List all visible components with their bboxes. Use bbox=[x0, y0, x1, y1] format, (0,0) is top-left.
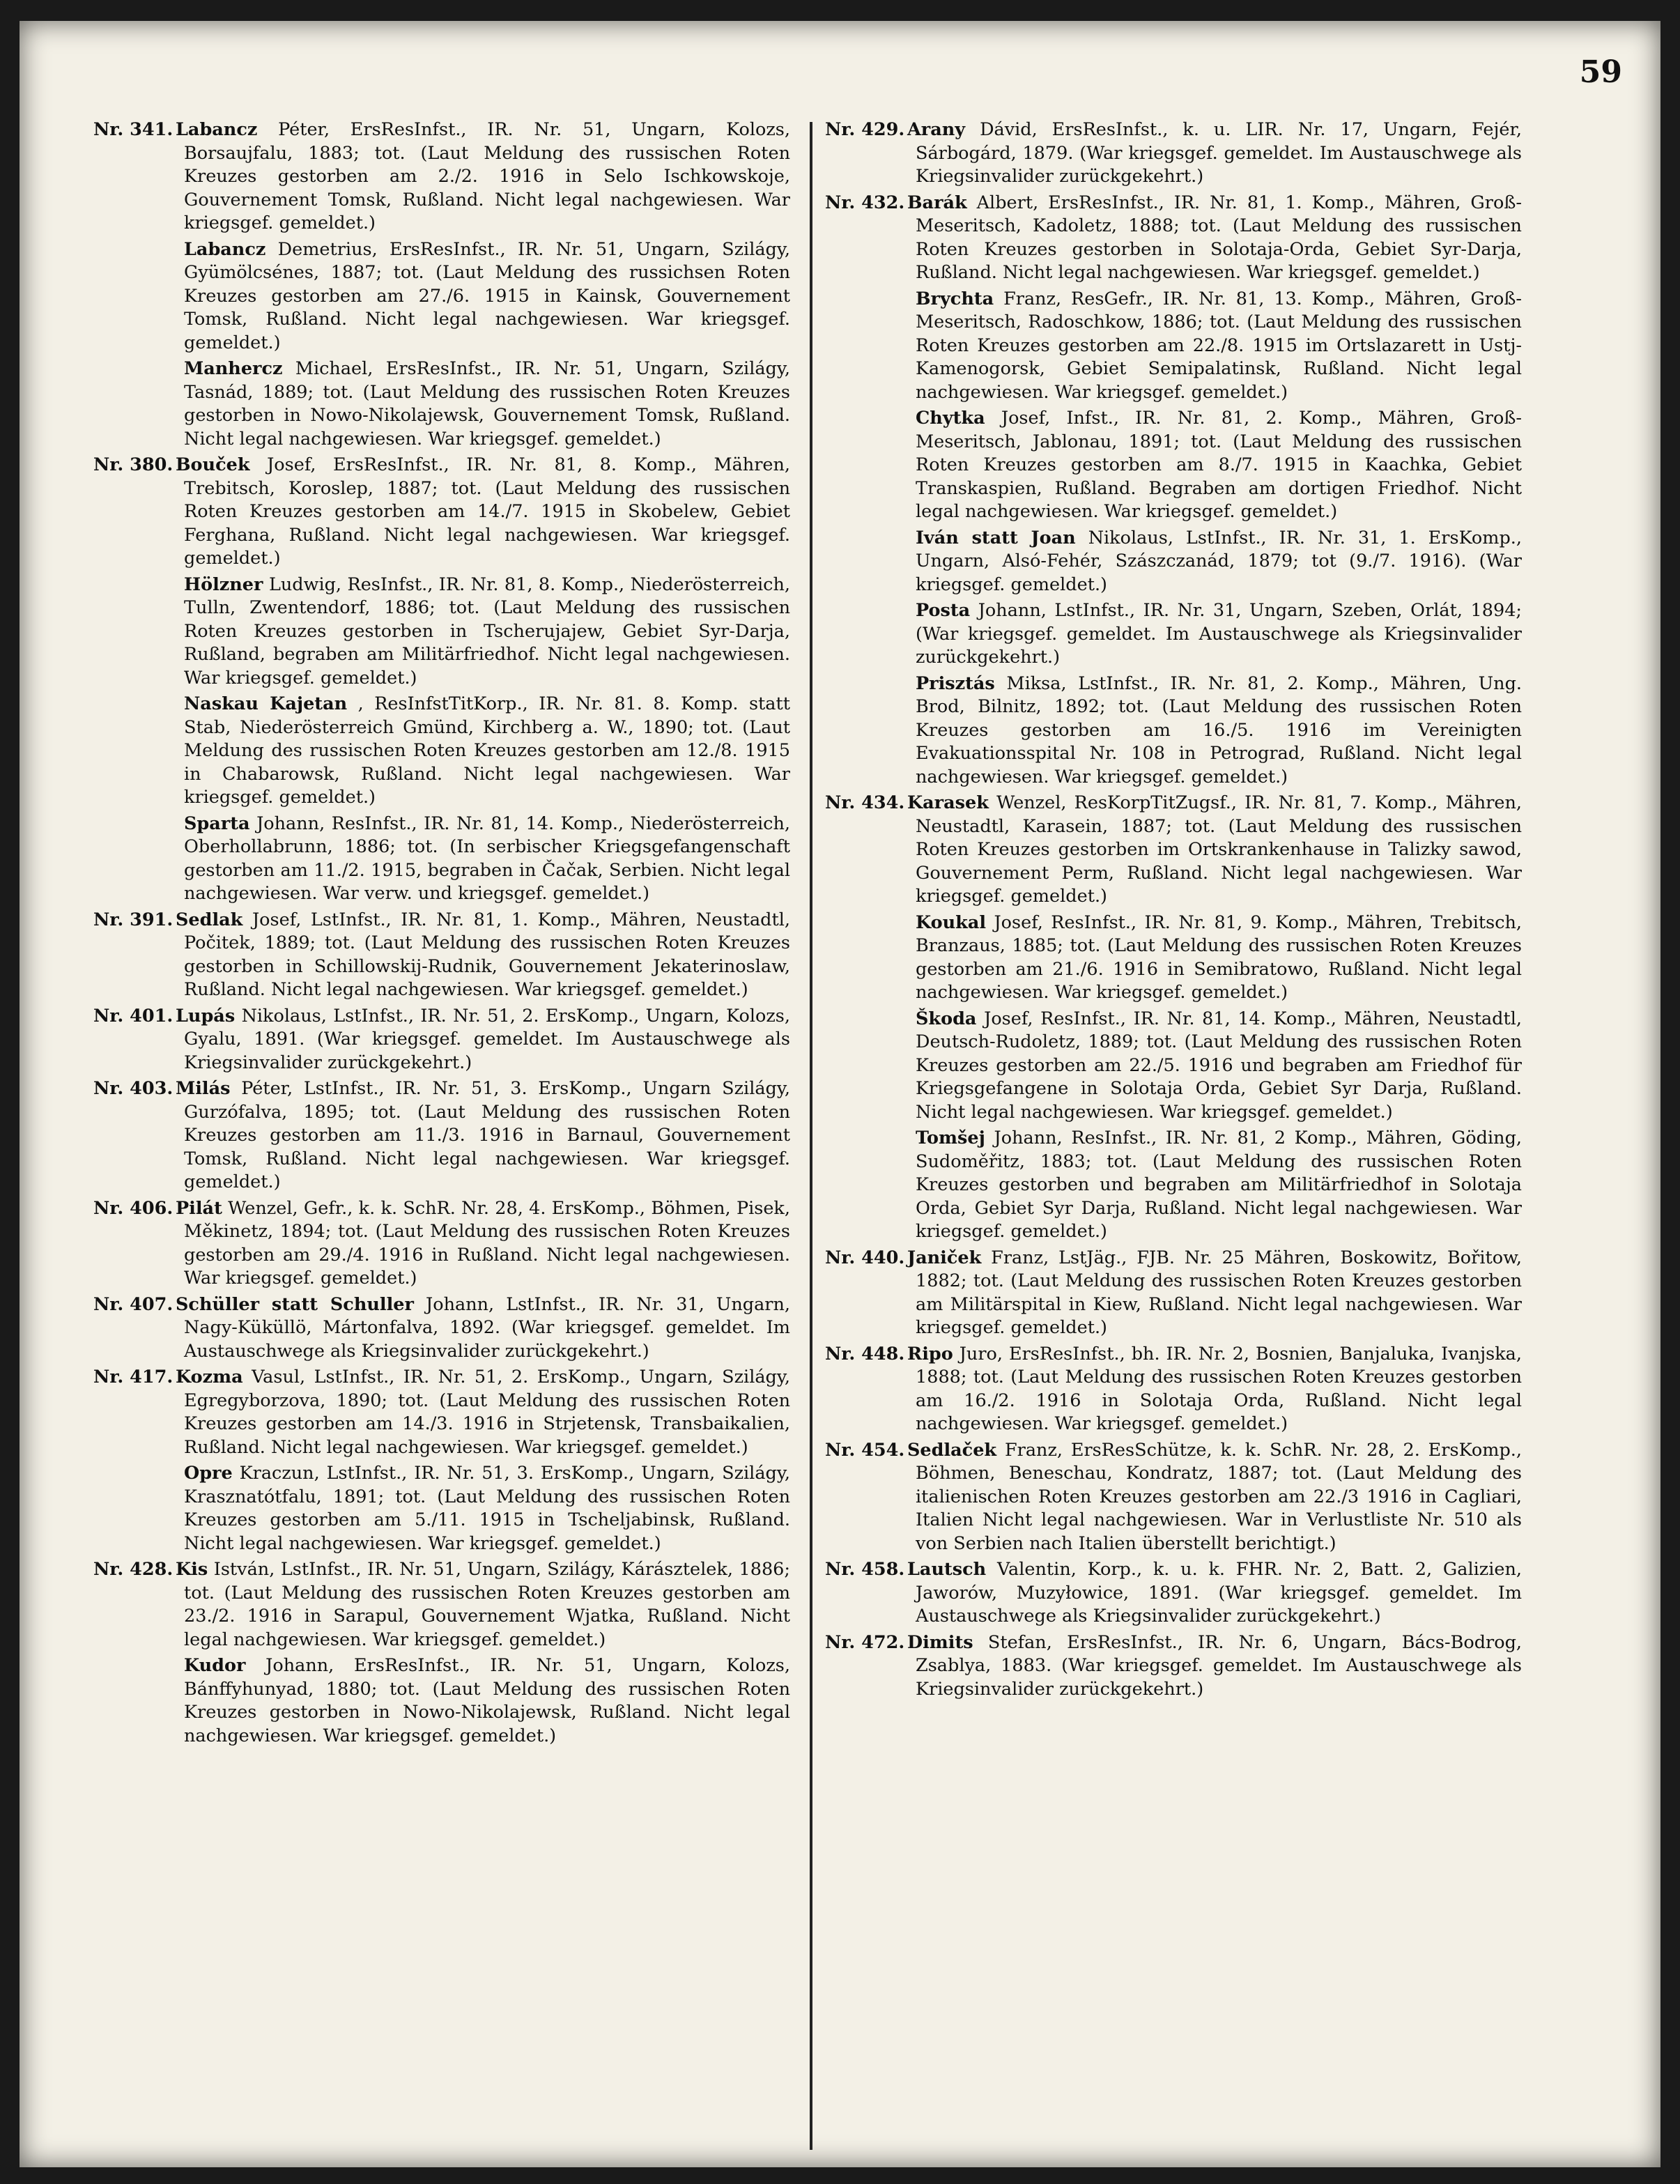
entry-text: Wenzel, ResKorpTitZugsf., IR. Nr. 81, 7. Komp., Mähren, Neustadtl, Karasein, 1887; tot. (Laut Meldung des russischen Roten Kreuzes gestorben im Ortskrankenhause in Talizky sawod, Gouvernement Perm, Rußland. Nicht legal nachgewiesen. War kriegsgef. gemeldet.) bbox=[916, 792, 1523, 907]
list-entry bbox=[825, 1558, 1522, 1629]
entry-number: Nr. 401. bbox=[93, 1005, 174, 1026]
entry-name: Škoda bbox=[916, 1008, 977, 1029]
entry-name: Sedlaček bbox=[907, 1439, 997, 1461]
entry-number: Nr. 434. bbox=[825, 792, 905, 813]
entry-text: Johann, ResInfst., IR. Nr. 81, 2 Komp., Mähren, Göding, Sudoměřitz, 1883; tot. (Laut Meldung des russischen Roten Kreuzes gestorben und begraben am Militärfriedhof in Solotaja Orda, Gebiet Syr Darja, Rußland. Nicht legal nachgewiesen. War kriegsgef. gemeldet.) bbox=[916, 1128, 1522, 1242]
list-entry bbox=[93, 1077, 790, 1194]
list-entry bbox=[825, 118, 1522, 189]
entry-text: Stefan, ErsResInfst., IR. Nr. 6, Ungarn, Bács-Bodrog, Zsablya, 1883. (War kriegsgef. gemeldet. Im Austauschwege als Kriegsinvalider zurückgekehrt.) bbox=[916, 1631, 1523, 1700]
entry-name: Posta bbox=[916, 600, 971, 621]
entry-text: Josef, ResInfst., IR. Nr. 81, 9. Komp., Mähren, Trebitsch, Branzaus, 1885; tot. (Laut Meldung des russischen Roten Kreuzes gestorben am 21./6. 1916 in Semibratowo, Rußland. Nicht legal nachgewiesen. War kriegsgef. gemeldet.) bbox=[916, 912, 1522, 1003]
list-entry bbox=[825, 1127, 1522, 1244]
list-entry bbox=[93, 118, 790, 236]
list-entry bbox=[93, 1197, 790, 1291]
entry-name: Milás bbox=[176, 1078, 231, 1099]
entry-name: Dimits bbox=[907, 1631, 973, 1653]
entry-name: Arany bbox=[907, 119, 966, 140]
entry-text: István, LstInfst., IR. Nr. 51, Ungarn, Szilágy, Kárásztelek, 1886; tot. (Laut Meldung des russischen Roten Kreuzes gestorben am 23./2. 1916 in Sarapul, Gouvernement Wjatka, Rußland. Nicht legal nachgewiesen. War kriegsgef. gemeldet.) bbox=[184, 1559, 790, 1650]
list-entry bbox=[825, 527, 1522, 597]
left-column bbox=[93, 118, 790, 1751]
entry-text: Johann, LstInfst., IR. Nr. 31, Ungarn, Nagy-Küküllö, Mártonfalva, 1892. (War kriegsgef. gemeldet. Im Austauschwege als Kriegsinvalider zurückgekehrt.) bbox=[184, 1293, 790, 1362]
entry-text: Johann, ErsResInfst., IR. Nr. 51, Ungarn, Kolozs, Bánffyhunyad, 1880; tot. (Laut Meldung des russischen Roten Kreuzes gestorben in Nowo-Nikolajewsk, Rußland. Nicht legal nachgewiesen. War kriegsgef. gemeldet.) bbox=[184, 1655, 790, 1746]
entry-name: Sedlak bbox=[176, 909, 243, 930]
document-page bbox=[20, 21, 1660, 2167]
list-entry bbox=[93, 1558, 790, 1652]
column-divider bbox=[810, 122, 812, 2150]
list-entry bbox=[93, 909, 790, 1002]
entry-text: Josef, LstInfst., IR. Nr. 81, 1. Komp., Mähren, Neustadtl, Počitek, 1889; tot. (Laut Meldung des russischen Roten Kreuzes gestorben in Schillowskij-Rudnik, Gouvernement Jekaterinoslaw, Rußland. Nicht legal nachgewiesen. War kriegsgef. gemeldet.) bbox=[184, 909, 790, 1000]
entry-name: Brychta bbox=[916, 288, 994, 309]
entry-number: Nr. 380. bbox=[93, 454, 174, 475]
entry-name: Koukal bbox=[916, 912, 987, 933]
entry-number: Nr. 391. bbox=[93, 909, 174, 930]
entry-name: Sparta bbox=[184, 813, 250, 834]
entry-text: Valentin, Korp., k. u. k. FHR. Nr. 2, Batt. 2, Galizien, Jaworów, Muzyłowice, 1891. (War kriegsgef. gemeldet. Im Austauschwege als Kriegsinvalider zurückgekehrt.) bbox=[916, 1559, 1522, 1627]
entry-name: Opre bbox=[184, 1463, 233, 1484]
entry-name: Lautsch bbox=[907, 1559, 987, 1580]
entry-text: Franz, ResGefr., IR. Nr. 81, 13. Komp., Mähren, Groß-Meseritsch, Radoschkow, 1886; tot. (Laut Meldung des russischen Roten Kreuzes gestorben am 22./8. 1915 im Ortslazarett in Ustj-Kamenogorsk, Gebiet Semipalatinsk, Rußland. Nicht legal nachgewiesen. War kriegsgef. gemeldet.) bbox=[916, 288, 1523, 403]
entry-number: Nr. 341. bbox=[93, 119, 174, 140]
entry-text: Miksa, LstInfst., IR. Nr. 81, 2. Komp., Mähren, Ung. Brod, Bilnitz, 1892; tot. (Laut Meldung des russischen Roten Kreuzes gestorben am 16./5. 1916 im Vereinigten Evakuationsspital Nr. 108 in Petrograd, Rußland. Nicht legal nachgewiesen. War kriegsgef. gemeldet.) bbox=[916, 672, 1523, 787]
entry-name: Barák bbox=[907, 192, 967, 213]
entry-name: Naskau Kajetan bbox=[184, 693, 348, 714]
list-entry bbox=[825, 1247, 1522, 1340]
entry-text: Johann, LstInfst., IR. Nr. 31, Ungarn, Szeben, Orlát, 1894; (War kriegsgef. gemeldet. Im Austauschwege als Kriegsinvalider zurückgekehrt.) bbox=[916, 600, 1523, 668]
entry-name: Iván statt Joan bbox=[916, 527, 1076, 548]
entry-number: Nr. 429. bbox=[825, 119, 905, 140]
entry-number: Nr. 440. bbox=[825, 1247, 905, 1268]
list-entry bbox=[93, 813, 790, 906]
entry-number: Nr. 454. bbox=[825, 1439, 905, 1461]
entry-name: Janiček bbox=[907, 1247, 982, 1268]
list-entry bbox=[825, 288, 1522, 405]
entry-number: Nr. 407. bbox=[93, 1293, 174, 1315]
entry-text: Ludwig, ResInfst., IR. Nr. 81, 8. Komp., Niederösterreich, Tulln, Zwentendorf, 1886; tot. (Laut Meldung des russischen Roten Kreuzes gestorben in Tscherujajew, Gebiet Syr-Darja, Rußland, begraben am Militärfriedhof. Nicht legal nachgewiesen. War kriegsgef. gemeldet.) bbox=[184, 574, 790, 689]
entry-name: Lupás bbox=[176, 1005, 236, 1026]
entry-name: Labancz bbox=[184, 238, 266, 260]
list-entry bbox=[93, 1005, 790, 1075]
entry-name: Schüller statt Schuller bbox=[176, 1293, 414, 1315]
entry-name: Kudor bbox=[184, 1655, 246, 1676]
list-entry bbox=[825, 912, 1522, 1005]
page-number: 59 bbox=[1579, 54, 1622, 90]
entry-name: Kis bbox=[176, 1559, 208, 1580]
list-entry bbox=[825, 1439, 1522, 1556]
entry-text: Franz, ErsResSchütze, k. k. SchR. Nr. 28, 2. ErsKomp., Böhmen, Beneschau, Kondratz, 1887; tot. (Laut Meldung des italienischen Roten Kreuzes gestorben am 22./3 1916 in Cagliari, Italien Nicht legal nachgewiesen. War in Verlustliste Nr. 510 als von Serbien nach Italien überstellt berichtigt.) bbox=[916, 1439, 1523, 1554]
entry-number: Nr. 428. bbox=[93, 1559, 174, 1580]
entry-text: Franz, LstJäg., FJB. Nr. 25 Mähren, Boskowitz, Bořitow, 1882; tot. (Laut Meldung des russischen Roten Kreuzes gestorben am Militärspital in Kiew, Rußland. Nicht legal nachgewiesen. War kriegsgef. gemeldet.) bbox=[916, 1247, 1522, 1338]
entry-text: Johann, ResInfst., IR. Nr. 81, 14. Komp., Niederösterreich, Oberhollabrunn, 1886; tot. (In serbischer Kriegsgefangenschaft gestorben am 11./2. 1915, begraben in Čačak, Serbien. Nicht legal nachgewiesen. War verw. und kriegsgef. gemeldet.) bbox=[184, 813, 790, 904]
list-entry bbox=[825, 407, 1522, 524]
entry-text: Josef, Infst., IR. Nr. 81, 2. Komp., Mähren, Groß-Meseritsch, Jablonau, 1891; tot. (Laut Meldung des russischen Roten Kreuzes gestorben am 8./7. 1915 in Kaachka, Gebiet Transkaspien, Rußland. Begraben am dortigen Friedhof. Nicht legal nachgewiesen. War kriegsgef. gemeldet.) bbox=[916, 408, 1522, 522]
entry-number: Nr. 458. bbox=[825, 1559, 905, 1580]
entry-name: Tomšej bbox=[916, 1128, 985, 1148]
list-entry bbox=[93, 238, 790, 355]
list-entry bbox=[825, 1343, 1522, 1436]
entry-text: Péter, LstInfst., IR. Nr. 51, 3. ErsKomp., Ungarn Szilágy, Gurzófalva, 1895; tot. (Laut Meldung des russischen Roten Kreuzes gestorben am 11./3. 1916 in Barnaul, Gouvernement Tomsk, Rußland. Nicht legal nachgewiesen. War kriegsgef. gemeldet.) bbox=[184, 1078, 791, 1192]
entry-name: Labancz bbox=[176, 119, 258, 140]
entry-name: Pilát bbox=[176, 1197, 222, 1219]
list-entry bbox=[93, 454, 790, 571]
entry-name: Hölzner bbox=[184, 574, 263, 595]
entry-name: Karasek bbox=[907, 792, 989, 813]
entry-name: Chytka bbox=[916, 408, 985, 429]
entry-text: Juro, ErsResInfst., bh. IR. Nr. 2, Bosnien, Banjaluka, Ivanjska, 1888; tot. (Laut Meldung des russischen Roten Kreuzes gestorben am 16./2. 1916 in Solotaja Orda, Rußland. Nicht legal nachgewiesen. War kriegsgef. gemeldet.) bbox=[916, 1343, 1522, 1434]
list-entry bbox=[825, 1008, 1522, 1125]
entry-text: Nikolaus, LstInfst., IR. Nr. 51, 2. ErsKomp., Ungarn, Kolozs, Gyalu, 1891. (War kriegsgef. gemeldet. Im Austauschwege als Kriegsinvalider zurückgekehrt.) bbox=[184, 1005, 790, 1073]
entry-number: Nr. 403. bbox=[93, 1078, 174, 1099]
list-entry bbox=[93, 1293, 790, 1364]
entry-name: Ripo bbox=[907, 1343, 953, 1364]
entry-name: Prisztás bbox=[916, 672, 995, 694]
entry-text: Kraczun, LstInfst., IR. Nr. 51, 3. ErsKomp., Ungarn, Szilágy, Krasznatótfalu, 1891; tot. (Laut Meldung des russischen Roten Kreuzes gestorben am 5./11. 1915 in Tscheljabinsk, Rußland. Nicht legal nachgewiesen. War kriegsgef. gemeldet.) bbox=[184, 1463, 790, 1554]
list-entry bbox=[93, 357, 790, 451]
list-entry bbox=[93, 1462, 790, 1555]
entry-text: Dávid, ErsResInfst., k. u. LIR. Nr. 17, Ungarn, Fejér, Sárbogárd, 1879. (War kriegsgef. gemeldet. Im Austauschwege als Kriegsinvalider zurückgekehrt.) bbox=[916, 119, 1522, 187]
entry-number: Nr. 417. bbox=[93, 1367, 174, 1387]
entry-number: Nr. 472. bbox=[825, 1631, 905, 1653]
entry-text: Albert, ErsResInfst., IR. Nr. 81, 1. Komp., Mähren, Groß-Meseritsch, Kadoletz, 1888; tot. (Laut Meldung des russischen Roten Kreuzes gestorben in Solotaja-Orda, Gebiet Syr-Darja, Rußland. Nicht legal nachgewiesen. War kriegsgef. gemeldet.) bbox=[916, 192, 1522, 283]
list-entry bbox=[825, 1631, 1522, 1702]
entry-text: Péter, ErsResInfst., IR. Nr. 51, Ungarn, Kolozs, Borsaujfalu, 1883; tot. (Laut Meldung des russischen Roten Kreuzes gestorben am 2./2. 1916 in Selo Ischkowskoje, Gouvernement Tomsk, Rußland. Nicht legal nachgewiesen. War kriegsgef. gemeldet.) bbox=[184, 119, 790, 233]
entry-text: , ResInfstTitKorp., IR. Nr. 81. 8. Komp. statt Stab, Niederösterreich Gmünd, Kirchberg a. W., 1890; tot. (Laut Meldung des russischen Roten Kreuzes gestorben am 12./8. 1915 in Chabarowsk, Rußland. Nicht legal nachgewiesen. War kriegsgef. gemeldet.) bbox=[184, 693, 790, 808]
entry-name: Manhercz bbox=[184, 358, 283, 379]
entry-text: Wenzel, Gefr., k. k. SchR. Nr. 28, 4. ErsKomp., Böhmen, Pisek, Měkinetz, 1894; tot. (Laut Meldung des russischen Roten Kreuzes gestorben am 29./4. 1916 in Rußland. Nicht legal nachgewiesen. War kriegsgef. gemeldet.) bbox=[184, 1197, 790, 1289]
entry-text: Josef, ResInfst., IR. Nr. 81, 14. Komp., Mähren, Neustadtl, Deutsch-Rudoletz, 1889; tot. (Laut Meldung des russischen Roten Kreuzes gestorben am 22./5. 1916 und begraben am Friedhof für Kriegsgefangene in Solotaja Orda, Gebiet Syr Darja, Rußland. Nicht legal nachgewiesen. War kriegsgef. gemeldet.) bbox=[916, 1008, 1522, 1123]
list-entry bbox=[93, 1366, 790, 1459]
list-entry bbox=[825, 599, 1522, 670]
entry-name: Bouček bbox=[176, 454, 250, 475]
entry-number: Nr. 448. bbox=[825, 1343, 905, 1364]
entry-number: Nr. 406. bbox=[93, 1197, 174, 1219]
list-entry bbox=[93, 1654, 790, 1748]
entry-name: Kozma bbox=[176, 1367, 243, 1387]
entry-text: Demetrius, ErsResInfst., IR. Nr. 51, Ungarn, Szilágy, Gyümölcsénes, 1887; tot. (Laut Meldung des russichsen Roten Kreuzes gestorben am 27./6. 1915 in Kainsk, Gouvernement Tomsk, Rußland. Nicht legal nachgewiesen. War kriegsgef. gemeldet.) bbox=[184, 238, 790, 353]
entry-text: Josef, ErsResInfst., IR. Nr. 81, 8. Komp., Mähren, Trebitsch, Koroslep, 1887; tot. (Laut Meldung des russischen Roten Kreuzes gestorben am 14./7. 1915 in Skobelew, Gebiet Ferghana, Rußland. Nicht legal nachgewiesen. War kriegsgef. gemeldet.) bbox=[184, 454, 791, 569]
list-entry bbox=[93, 693, 790, 810]
entry-text: Vasul, LstInfst., IR. Nr. 51, 2. ErsKomp., Ungarn, Szilágy, Egregyborzova, 1890; tot. (Laut Meldung des russischen Roten Kreuzes gestorben am 14./3. 1916 in Strjetensk, Transbaikalien, Rußland. Nicht legal nachgewiesen. War kriegsgef. gemeldet.) bbox=[184, 1367, 790, 1458]
entry-text: Michael, ErsResInfst., IR. Nr. 51, Ungarn, Szilágy, Tasnád, 1889; tot. (Laut Meldung des russischen Roten Kreuzes gestorben in Nowo-Nikolajewsk, Gouvernement Tomsk, Rußland. Nicht legal nachgewiesen. War kriegsgef. gemeldet.) bbox=[184, 358, 791, 449]
list-entry bbox=[825, 672, 1522, 790]
list-entry bbox=[93, 574, 790, 691]
right-column bbox=[825, 118, 1522, 1704]
entry-text: Nikolaus, LstInfst., IR. Nr. 31, 1. ErsKomp., Ungarn, Alsó-Fehér, Szászczanád, 1879; tot (9./7. 1916). (War kriegsgef. gemeldet.) bbox=[916, 527, 1522, 595]
list-entry bbox=[825, 792, 1522, 909]
entry-number: Nr. 432. bbox=[825, 192, 905, 213]
list-entry bbox=[825, 192, 1522, 285]
